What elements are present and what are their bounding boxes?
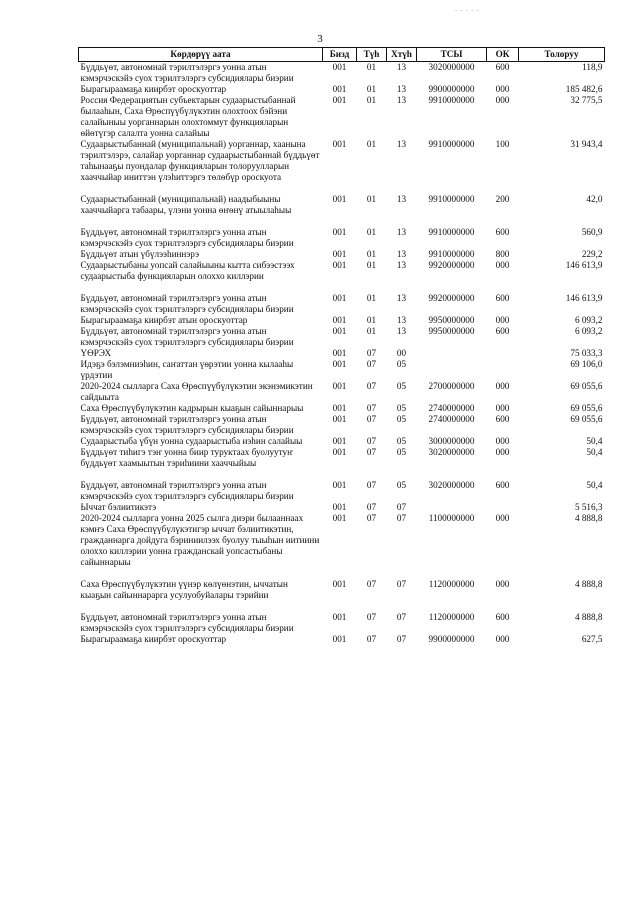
row-name: Бүддьүөт, автономнай тэрилтэлэргэ уонна атын кэмэрчэскэйэ суох тэрилтэлэргэ субсидиялары биэрии	[80, 480, 294, 501]
row-subsection: 05	[396, 480, 407, 490]
row-target-code: 2700000000	[428, 381, 475, 391]
row-subsection: 07	[396, 612, 407, 622]
row-expense-type	[487, 502, 519, 513]
row-amount: 627,5	[581, 634, 603, 644]
row-expense-type: 600	[495, 227, 510, 237]
row-subsection: 13	[396, 293, 407, 303]
row-expense-type: 000	[495, 315, 510, 325]
row-section: 07	[366, 502, 377, 512]
row-section: 01	[366, 227, 377, 237]
row-bizd: 001	[332, 260, 347, 270]
row-expense-type: 000	[495, 95, 510, 105]
header-section: Түһ	[357, 48, 387, 62]
table-row	[79, 381, 605, 403]
row-name: Судаарыстыбаннай (муниципальнай) наадыбыыны хааччыйарга табаары, үлэни уонна өҥөнү атыылаһыы	[80, 194, 292, 215]
row-target-code: 9910000000	[428, 227, 475, 237]
row-target-code: 9950000000	[428, 315, 475, 325]
row-bizd: 001	[332, 513, 347, 523]
row-bizd: 001	[332, 359, 347, 369]
row-amount: 146 613,9	[565, 293, 603, 303]
table-row	[79, 326, 605, 348]
row-subsection: 13	[396, 326, 407, 336]
row-name: Бүддьүөт, автономнай тэрилтэлэргэ уонна атын кэмэрчэскэйэ суох тэрилтэлэргэ субсидиялары биэрии	[80, 62, 294, 83]
row-name: Бырагыраамаҕа киирбэт ороскуоттар	[80, 84, 227, 94]
row-expense-type	[487, 348, 519, 359]
row-subsection: 13	[396, 249, 407, 259]
row-target-code: 9900000000	[428, 84, 475, 94]
row-amount: 4 888,8	[574, 513, 603, 523]
table-row	[79, 513, 605, 579]
row-target-code: 9920000000	[428, 293, 475, 303]
row-target-code: 1100000000	[428, 513, 475, 523]
row-bizd: 001	[332, 579, 347, 589]
row-section: 01	[366, 260, 377, 270]
row-section: 07	[366, 436, 377, 446]
row-section: 01	[366, 315, 377, 325]
row-name: Бырагыраамаҕа киирбэт ороскуоттар	[80, 634, 227, 644]
row-bizd: 001	[332, 403, 347, 413]
row-target-code: 9910000000	[428, 95, 475, 105]
row-section: 01	[366, 62, 377, 72]
row-subsection: 07	[396, 502, 407, 512]
row-amount: 69 055,6	[570, 414, 603, 424]
row-amount: 229,2	[581, 249, 603, 259]
row-bizd: 001	[332, 227, 347, 237]
row-subsection: 13	[396, 260, 407, 270]
row-bizd: 001	[332, 139, 347, 149]
row-bizd: 001	[332, 293, 347, 303]
row-bizd: 001	[332, 348, 347, 358]
row-name: Судаарыстыба үбүн уонна судаарыстыба иэһин салайыы	[80, 436, 303, 446]
row-amount: 69 055,6	[570, 381, 603, 391]
row-amount: 50,4	[586, 480, 603, 490]
row-target-code	[417, 502, 487, 513]
row-target-code: 1120000000	[428, 579, 475, 589]
row-amount: 6 093,2	[574, 315, 603, 325]
row-name: Бүддьүөт, автономнай тэрилтэлэргэ уонна атын кэмэрчэскэйэ суох тэрилтэлэргэ субсидиялары биэрии	[80, 227, 294, 248]
row-subsection: 13	[396, 315, 407, 325]
row-amount: 50,4	[586, 447, 603, 457]
row-name: Судаарыстыбаннай (муниципальнай) уорганнар, хаанына тэрилтэлэрэ, салайар уорганнар судаарыстыбаннай бүддьүөт таһынааҕы пуондалар функцияларын толоруулларын хааччыйар иниттэн үлэһиттэргэ төлөбүр ороскуота	[80, 139, 320, 182]
row-subsection: 05	[396, 447, 407, 457]
row-expense-type: 600	[495, 326, 510, 336]
row-section: 07	[366, 579, 377, 589]
row-name: Бүддьүөт, автономнай тэрилтэлэргэ уонна атын кэмэрчэскэйэ суох тэрилтэлэргэ субсидиялары биэрии	[80, 612, 294, 633]
row-subsection: 05	[396, 436, 407, 446]
row-amount: 69 106,0	[570, 359, 603, 369]
row-name: Бүддьүөт, автономнай тэрилтэлэргэ уонна атын кэмэрчэскэйэ суох тэрилтэлэргэ субсидиялары биэрии	[80, 293, 294, 314]
row-bizd: 001	[332, 414, 347, 424]
row-name: Ыччат бэлиитикэтэ	[80, 502, 157, 512]
row-target-code: 3020000000	[428, 447, 475, 457]
row-target-code	[417, 359, 487, 381]
table-row	[79, 359, 605, 381]
row-target-code: 1120000000	[428, 612, 475, 622]
row-section: 01	[366, 95, 377, 105]
row-amount: 4 888,8	[574, 612, 603, 622]
row-target-code: 3000000000	[428, 436, 475, 446]
row-amount: 118,9	[582, 62, 603, 72]
row-expense-type: 600	[495, 612, 510, 622]
row-expense-type: 000	[495, 403, 510, 413]
row-subsection: 13	[396, 227, 407, 237]
table-row	[79, 95, 605, 139]
header-expense-type: ОК	[487, 48, 519, 62]
row-target-code: 2740000000	[428, 414, 475, 424]
row-target-code: 3020000000	[428, 62, 475, 72]
row-subsection: 13	[396, 95, 407, 105]
row-expense-type: 600	[495, 293, 510, 303]
row-expense-type: 000	[495, 447, 510, 457]
row-name: Бүддьүөт атын үбүлээһиннэрэ	[80, 249, 200, 259]
row-amount: 42,0	[586, 194, 603, 204]
table-row	[79, 348, 605, 359]
row-subsection: 07	[396, 634, 407, 644]
row-subsection: 07	[396, 513, 407, 523]
row-bizd: 001	[332, 612, 347, 622]
row-subsection: 13	[396, 139, 407, 149]
row-name: 2020-2024 сылларга уонна 2025 сылга диэри былааннаах кэмҥэ Саха Өрөспүүбүлүкэтигэр ыччат бэлиитикэтин, гражданнарга дойдуга бэриниилээх буолуу тыыһын иитиини олоххо киллэрии уонна гражданскай уопсастыбаны сайыннарыы	[80, 513, 320, 567]
header-bizd: Бизд	[323, 48, 357, 62]
row-section: 01	[366, 293, 377, 303]
row-expense-type: 000	[495, 634, 510, 644]
row-bizd: 001	[332, 480, 347, 490]
row-section: 07	[366, 403, 377, 413]
row-expense-type: 000	[495, 84, 510, 94]
header-subsection: Хтүһ	[387, 48, 417, 62]
table-row	[79, 480, 605, 502]
row-target-code: 2740000000	[428, 403, 475, 413]
row-subsection: 05	[396, 403, 407, 413]
row-amount: 6 093,2	[574, 326, 603, 336]
row-expense-type: 000	[495, 381, 510, 391]
row-name: Судаарыстыбаны уопсай салайыыны кытта сибээстээх судаарыстыба функцияларын олоххо киллэрии	[80, 260, 295, 281]
table-row	[79, 502, 605, 513]
row-name: Бүддьүөт тиһигэ тэҥ уонна биир туруктаах буолуутуҥ бүддьүөт хаамыытын тэриһиини хааччыйыы	[80, 447, 293, 468]
row-target-code: 9900000000	[428, 634, 475, 644]
table-row	[79, 634, 605, 645]
row-bizd: 001	[332, 326, 347, 336]
row-name: ҮӨРЭХ	[80, 348, 112, 358]
row-amount: 560,9	[581, 227, 603, 237]
row-expense-type: 000	[495, 513, 510, 523]
budget-table	[78, 47, 605, 645]
row-bizd: 001	[332, 84, 347, 94]
row-subsection: 05	[396, 414, 407, 424]
row-name: Бүддьүөт, автономнай тэрилтэлэргэ уонна атын кэмэрчэскэйэ суох тэрилтэлэргэ субсидиялары биэрии	[80, 326, 294, 347]
row-target-code: 9910000000	[428, 249, 475, 259]
row-name: Бүддьүөт, автономнай тэрилтэлэргэ уонна атын кэмэрчэскэйэ суох тэрилтэлэргэ субсидиялары биэрии	[80, 414, 294, 435]
row-amount: 50,4	[586, 436, 603, 446]
row-section: 01	[366, 249, 377, 259]
row-target-code: 3020000000	[428, 480, 475, 490]
row-section: 07	[366, 480, 377, 490]
row-expense-type: 000	[495, 260, 510, 270]
row-name: Саха Өрөспүүбүлүкэтин үүнэр көлүөнэтин, ыччатын кыаҕын сайыннарарга усулуобуйалары тэрийии	[80, 579, 288, 600]
table-row	[79, 315, 605, 326]
header-amount: Толоруу	[519, 48, 605, 62]
table-row	[79, 403, 605, 414]
row-name: 2020-2024 сылларга Саха Өрөспүүбүлүкэтин экэнэмикэтин сайдыыта	[80, 381, 313, 402]
table-header-row	[79, 48, 605, 62]
row-subsection: 13	[396, 84, 407, 94]
row-target-code	[417, 348, 487, 359]
row-subsection: 00	[396, 348, 407, 358]
header-name: Көрдөрүү аата	[79, 48, 323, 62]
row-amount: 32 775,5	[570, 95, 603, 105]
row-amount: 4 888,8	[574, 579, 603, 589]
row-expense-type: 600	[495, 414, 510, 424]
row-subsection: 13	[396, 194, 407, 204]
row-bizd: 001	[332, 315, 347, 325]
row-target-code: 9910000000	[428, 139, 475, 149]
row-name: Идэҕэ бэлэмниэһин, саҥаттан үөрэтии уонна кылааһы үрдэтии	[80, 359, 294, 380]
row-expense-type: 000	[495, 579, 510, 589]
row-subsection: 05	[396, 381, 407, 391]
row-amount: 185 482,6	[565, 84, 603, 94]
row-expense-type: 200	[495, 194, 510, 204]
row-bizd: 001	[332, 95, 347, 105]
row-target-code: 9910000000	[428, 194, 475, 204]
row-bizd: 001	[332, 502, 347, 512]
row-amount: 75 033,3	[570, 348, 603, 358]
row-bizd: 001	[332, 381, 347, 391]
row-expense-type: 100	[495, 139, 510, 149]
row-section: 07	[366, 381, 377, 391]
row-section: 07	[366, 612, 377, 622]
row-section: 07	[366, 447, 377, 457]
row-amount: 5 516,3	[574, 502, 603, 512]
row-bizd: 001	[332, 436, 347, 446]
row-name: Саха Өрөспүүбүлүкэтин кадрырын кыаҕын сайыннарыы	[80, 403, 304, 413]
table-row	[79, 579, 605, 612]
table-row	[79, 139, 605, 194]
row-section: 01	[366, 84, 377, 94]
row-amount: 69 055,6	[570, 403, 603, 413]
row-name: Бырагыраамаҕа киирбэт атын ороскуоттар	[80, 315, 248, 325]
table-row	[79, 447, 605, 480]
row-name: Россия Федерациятын субъектарын судаарыстыбаннай былааһын, Саха Өрөспүүбүлүкэтин олохтоох бэйэни салайыныы уорганнарын олохтоммут функцияларын өйөтүгэр салалта уонна салайыы	[80, 95, 296, 138]
row-bizd: 001	[332, 447, 347, 457]
row-expense-type: 800	[495, 249, 510, 259]
row-section: 01	[366, 194, 377, 204]
row-subsection: 13	[396, 62, 407, 72]
table-row	[79, 62, 605, 85]
table-row	[79, 249, 605, 260]
row-section: 01	[366, 139, 377, 149]
row-section: 07	[366, 348, 377, 358]
row-section: 07	[366, 414, 377, 424]
row-amount: 146 613,9	[565, 260, 603, 270]
page-number: 3	[317, 33, 323, 45]
row-section: 07	[366, 513, 377, 523]
row-expense-type: 600	[495, 480, 510, 490]
table-row	[79, 194, 605, 227]
row-subsection: 05	[396, 359, 407, 369]
table-row	[79, 227, 605, 249]
row-subsection: 07	[396, 579, 407, 589]
row-expense-type	[487, 359, 519, 381]
table-row	[79, 436, 605, 447]
row-amount: 31 943,4	[570, 139, 603, 149]
table-row	[79, 293, 605, 315]
row-bizd: 001	[332, 62, 347, 72]
row-section: 07	[366, 359, 377, 369]
row-bizd: 001	[332, 249, 347, 259]
row-expense-type: 000	[495, 436, 510, 446]
table-row	[79, 260, 605, 293]
scan-corner-mark: - - - - -	[455, 8, 480, 14]
table-row	[79, 84, 605, 95]
row-bizd: 001	[332, 634, 347, 644]
row-section: 01	[366, 326, 377, 336]
row-target-code: 9950000000	[428, 326, 475, 336]
table-row	[79, 612, 605, 634]
table-row	[79, 414, 605, 436]
row-section: 07	[366, 634, 377, 644]
header-target-code: ТСЫ	[417, 48, 487, 62]
row-bizd: 001	[332, 194, 347, 204]
row-expense-type: 600	[495, 62, 510, 72]
row-target-code: 9920000000	[428, 260, 475, 270]
